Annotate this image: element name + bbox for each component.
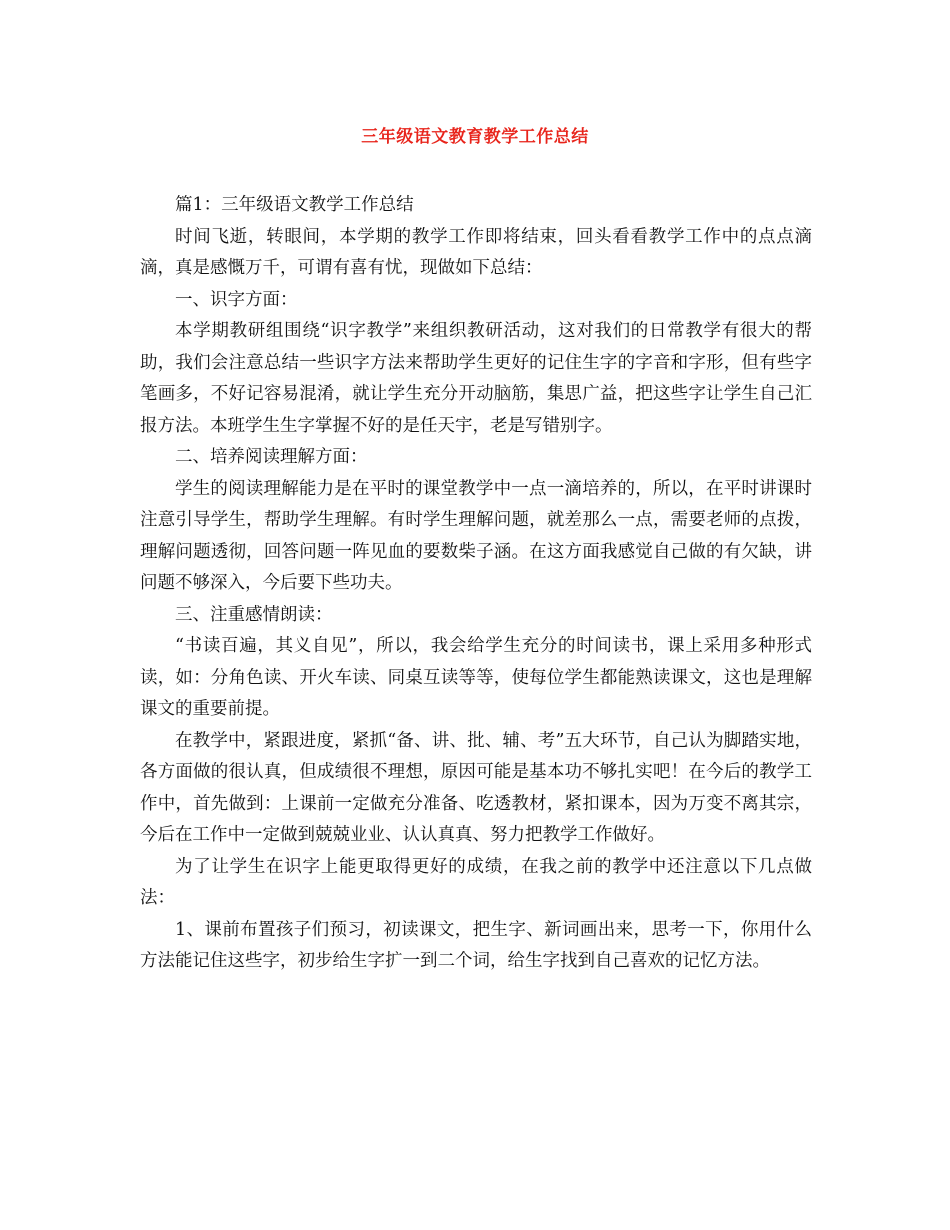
section-heading-literacy: 一、识字方面： <box>175 289 298 310</box>
section-heading-reading: 二、培养阅读理解方面： <box>175 447 368 467</box>
document-body <box>140 190 812 978</box>
paragraph-methods-intro: 为了让学生在识字上能更取得更好的成绩，在我之前的教学中还注意以下几点做法： <box>140 856 812 908</box>
paragraph-intro: 时间飞逝，转眼间，本学期的教学工作即将结束，回头看看教学工作中的点点滴滴，真是感慨万千，可谓有喜有忧，现做如下总结： <box>140 226 812 278</box>
paragraph-emotional-reading: “书读百遍，其义自见”，所以，我会给学生充分的时间读书，课上采用多种形式读，如：分角色读、开火车读、同桌互读等等，使每位学生都能熟读课文，这也是理解课文的重要前提。 <box>140 636 812 719</box>
paragraph-reading: 学生的阅读理解能力是在平时的课堂教学中一点一滴培养的，所以，在平时讲课时注意引导学生，帮助学生理解。有时学生理解问题，就差那么一点，需要老师的点拨，理解问题透彻，回答问题一阵见血的要数柴子涵。在这方面我感觉自己做的有欠缺，讲问题不够深入，今后要下些功夫。 <box>140 478 812 593</box>
paragraph-heading-part1: 篇1：三年级语文教学工作总结 <box>175 195 414 215</box>
paragraph-method-1: 1、课前布置孩子们预习，初读课文，把生字、新词画出来，思考一下，你用什么方法能记住这些字，初步给生字扩一到二个词，给生字找到自己喜欢的记忆方法。 <box>140 919 812 971</box>
paragraph-literacy: 本学期教研组围绕“识字教学”来组织教研活动，这对我们的日常教学有很大的帮助，我们会注意总结一些识字方法来帮助学生更好的记住生字的字音和字形，但有些字笔画多，不好记容易混淆，就让学生充分开动脑筋，集思广益，把这些字让学生自己汇报方法。本班学生生字掌握不好的是任天宇，老是写错别字。 <box>140 321 812 436</box>
document-title: 三年级语文教育教学工作总结 <box>361 127 589 147</box>
paragraph-teaching: 在教学中，紧跟进度，紧抓“备、讲、批、辅、考”五大环节，自己认为脚踏实地，各方面做的很认真，但成绩很不理想，原因可能是基本功不够扎实吧！在今后的教学工作中，首先做到：上课前一定做充分准备、吃透教材，紧扣课本，因为万变不离其宗，今后在工作中一定做到兢兢业业、认认真真、努力把教学工作做好。 <box>140 730 812 845</box>
section-heading-emotional-reading: 三、注重感情朗读： <box>175 604 333 625</box>
